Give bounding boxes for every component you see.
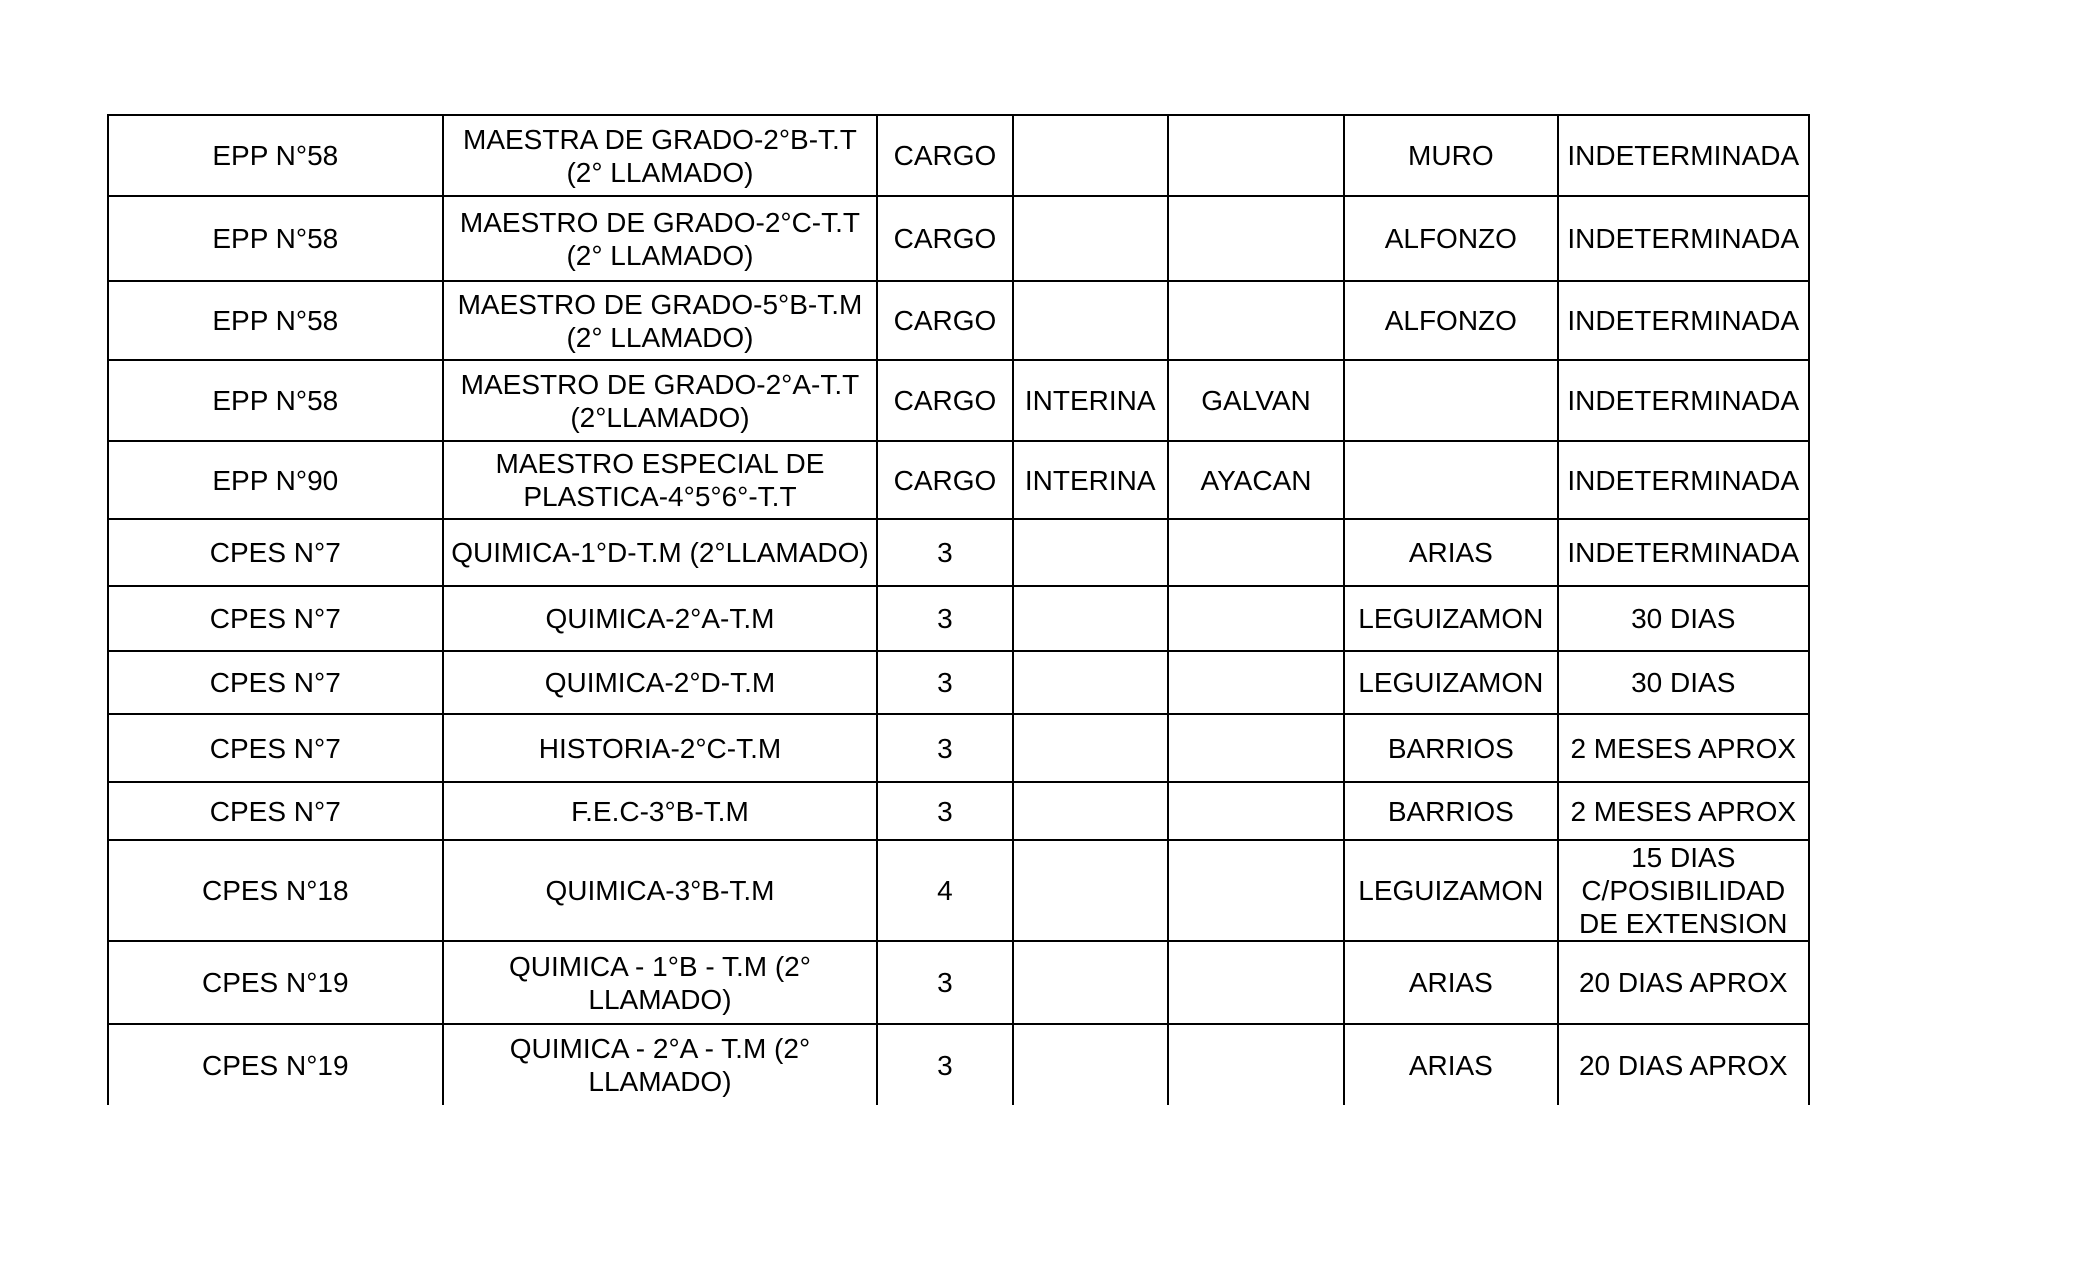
cell-holder [1168, 651, 1344, 714]
cell-status [1013, 196, 1168, 281]
cell-hours: 4 [877, 840, 1012, 941]
cell-position: MAESTRO ESPECIAL DE PLASTICA-4°5°6°-T.T [443, 441, 878, 519]
cell-school: CPES N°19 [108, 941, 443, 1024]
cell-replaced [1344, 441, 1557, 519]
cell-position: MAESTRO DE GRADO-2°A-T.T (2°LLAMADO) [443, 360, 878, 441]
table-row [108, 782, 1809, 840]
cell-school: EPP N°58 [108, 360, 443, 441]
cell-status [1013, 941, 1168, 1024]
cell-school: CPES N°7 [108, 651, 443, 714]
cell-position: F.E.C-3°B-T.M [443, 782, 878, 840]
cell-status: INTERINA [1013, 360, 1168, 441]
cell-duration: INDETERMINADA [1558, 115, 1809, 196]
cell-duration: 2 MESES APROX [1558, 714, 1809, 782]
cell-replaced: BARRIOS [1344, 714, 1557, 782]
cell-position: QUIMICA-2°D-T.M [443, 651, 878, 714]
cell-school: EPP N°58 [108, 281, 443, 360]
cell-position: QUIMICA - 2°A - T.M (2° LLAMADO) [443, 1024, 878, 1105]
table-row [108, 281, 1809, 360]
cell-holder [1168, 519, 1344, 586]
cell-school: EPP N°58 [108, 115, 443, 196]
cell-status [1013, 1024, 1168, 1105]
cell-position: QUIMICA-2°A-T.M [443, 586, 878, 651]
cell-status [1013, 714, 1168, 782]
table-row [108, 1024, 1809, 1105]
cell-hours: CARGO [877, 115, 1012, 196]
cell-holder [1168, 840, 1344, 941]
cell-status: INTERINA [1013, 441, 1168, 519]
table-row [108, 586, 1809, 651]
cell-replaced: ARIAS [1344, 1024, 1557, 1105]
table-row [108, 651, 1809, 714]
cell-hours: 3 [877, 714, 1012, 782]
cell-holder [1168, 1024, 1344, 1105]
cell-replaced: LEGUIZAMON [1344, 586, 1557, 651]
cell-holder [1168, 586, 1344, 651]
cell-replaced: MURO [1344, 115, 1557, 196]
cell-school: EPP N°58 [108, 196, 443, 281]
cell-school: EPP N°90 [108, 441, 443, 519]
cell-status [1013, 651, 1168, 714]
cell-status [1013, 115, 1168, 196]
vacancy-table [107, 114, 1810, 1105]
cell-position: MAESTRO DE GRADO-2°C-T.T (2° LLAMADO) [443, 196, 878, 281]
cell-school: CPES N°7 [108, 586, 443, 651]
cell-position: QUIMICA - 1°B - T.M (2° LLAMADO) [443, 941, 878, 1024]
cell-duration: 20 DIAS APROX [1558, 941, 1809, 1024]
document-page [107, 114, 1810, 1105]
cell-holder [1168, 782, 1344, 840]
cell-position: MAESTRO DE GRADO-5°B-T.M (2° LLAMADO) [443, 281, 878, 360]
cell-status [1013, 586, 1168, 651]
cell-hours: 3 [877, 651, 1012, 714]
cell-hours: 3 [877, 941, 1012, 1024]
cell-duration: 30 DIAS [1558, 586, 1809, 651]
cell-duration: 15 DIAS C/POSIBILIDAD DE EXTENSION [1558, 840, 1809, 941]
cell-hours: CARGO [877, 196, 1012, 281]
cell-school: CPES N°7 [108, 714, 443, 782]
cell-replaced: ARIAS [1344, 941, 1557, 1024]
cell-hours: CARGO [877, 360, 1012, 441]
cell-replaced: BARRIOS [1344, 782, 1557, 840]
cell-status [1013, 782, 1168, 840]
table-row [108, 360, 1809, 441]
cell-duration: 20 DIAS APROX [1558, 1024, 1809, 1105]
cell-holder [1168, 941, 1344, 1024]
cell-duration: INDETERMINADA [1558, 281, 1809, 360]
cell-duration: 30 DIAS [1558, 651, 1809, 714]
cell-duration: INDETERMINADA [1558, 196, 1809, 281]
cell-status [1013, 840, 1168, 941]
cell-holder: GALVAN [1168, 360, 1344, 441]
cell-replaced [1344, 360, 1557, 441]
table-row [108, 519, 1809, 586]
cell-holder [1168, 714, 1344, 782]
table-row [108, 196, 1809, 281]
cell-duration: INDETERMINADA [1558, 519, 1809, 586]
cell-hours: CARGO [877, 281, 1012, 360]
cell-holder [1168, 196, 1344, 281]
cell-position: HISTORIA-2°C-T.M [443, 714, 878, 782]
cell-position: QUIMICA-3°B-T.M [443, 840, 878, 941]
cell-replaced: LEGUIZAMON [1344, 651, 1557, 714]
cell-hours: 3 [877, 1024, 1012, 1105]
cell-hours: 3 [877, 519, 1012, 586]
cell-school: CPES N°19 [108, 1024, 443, 1105]
cell-position: MAESTRA DE GRADO-2°B-T.T (2° LLAMADO) [443, 115, 878, 196]
cell-duration: INDETERMINADA [1558, 360, 1809, 441]
cell-replaced: ALFONZO [1344, 281, 1557, 360]
table-row [108, 441, 1809, 519]
cell-hours: 3 [877, 782, 1012, 840]
table-row [108, 714, 1809, 782]
cell-school: CPES N°18 [108, 840, 443, 941]
cell-hours: 3 [877, 586, 1012, 651]
cell-position: QUIMICA-1°D-T.M (2°LLAMADO) [443, 519, 878, 586]
cell-hours: CARGO [877, 441, 1012, 519]
table-row [108, 115, 1809, 196]
cell-holder [1168, 281, 1344, 360]
cell-holder [1168, 115, 1344, 196]
cell-school: CPES N°7 [108, 782, 443, 840]
cell-duration: 2 MESES APROX [1558, 782, 1809, 840]
table-body [108, 115, 1809, 1105]
cell-status [1013, 519, 1168, 586]
cell-holder: AYACAN [1168, 441, 1344, 519]
cell-school: CPES N°7 [108, 519, 443, 586]
table-row [108, 840, 1809, 941]
cell-replaced: LEGUIZAMON [1344, 840, 1557, 941]
cell-replaced: ARIAS [1344, 519, 1557, 586]
cell-replaced: ALFONZO [1344, 196, 1557, 281]
table-row [108, 941, 1809, 1024]
cell-status [1013, 281, 1168, 360]
cell-duration: INDETERMINADA [1558, 441, 1809, 519]
